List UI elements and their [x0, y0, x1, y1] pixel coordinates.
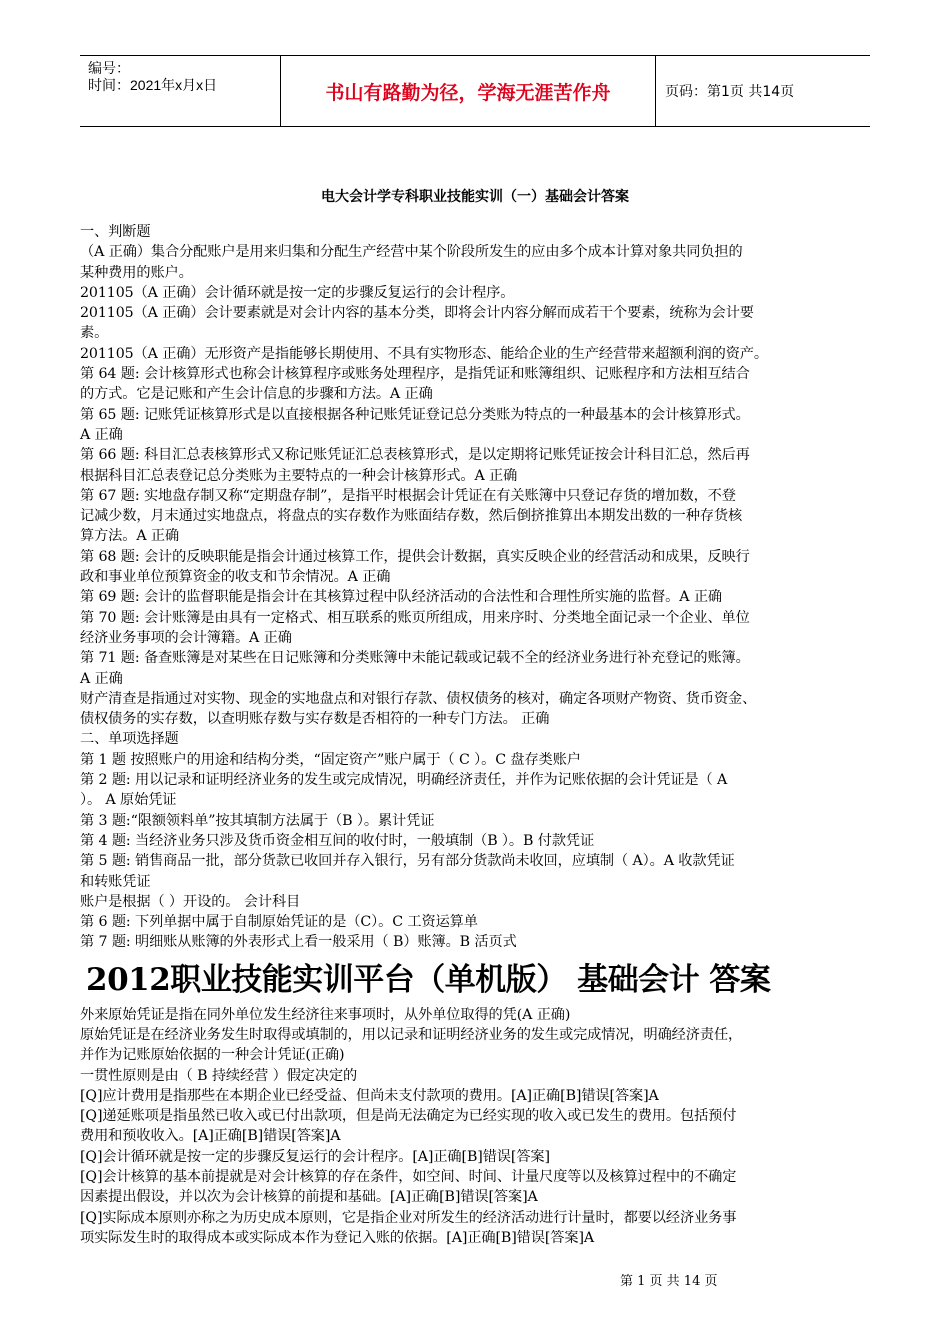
- section-title: 2012职业技能实训平台（单机版） 基础会计 答案: [86, 961, 771, 998]
- page-header: [80, 55, 870, 127]
- text-line: 算方法。A 正确: [80, 528, 180, 545]
- text-line: 第 69 题: 会计的监督职能是指会计在其核算过程中队经济活动的合法性和合理性所实施的监督。A 正确: [80, 589, 722, 606]
- text-line: [Q]实际成本原则亦称之为历史成本原则，它是指企业对所发生的经济活动进行计量时，都要以经济业务事: [80, 1209, 737, 1226]
- text-line: 第 68 题: 会计的反映职能是指会计通过核算工作，提供会计数据，真实反映企业的经营活动和成果，反映行: [80, 548, 750, 565]
- text-line: A 正确: [80, 670, 123, 687]
- text-line: 第 5 题: 销售商品一批，部分货款已收回并存入银行，另有部分货款尚未收回，应填制（ A）。A 收款凭证: [80, 853, 735, 870]
- section-part2: [80, 1005, 880, 1249]
- text-line: 第 70 题: 会计账簿是由具有一定格式、相互联系的账页所组成，用来序时、分类地全面记录一个企业、单位: [80, 609, 750, 626]
- text-line: 经济业务事项的会计簿籍。A 正确: [80, 629, 292, 646]
- text-line: [Q]会计循环就是按一定的步骤反复运行的会计程序。[A]正确[B]错误[答案]: [80, 1148, 550, 1165]
- text-line: 二、单项选择题: [80, 731, 179, 748]
- text-line: 第 71 题: 备查账簿是对某些在日记账簿和分类账簿中未能记载或记载不全的经济业务进行补充登记的账簿。: [80, 650, 750, 667]
- text-line: 一、判断题: [80, 224, 151, 240]
- text-line: 第 7 题: 明细账从账簿的外表形式上看一般采用（ B）账簿。B 活页式: [80, 934, 517, 951]
- text-line: [Q]会计核算的基本前提就是对会计核算的存在条件，如空间、时间、计量尺度等以及核算过程中的不确定: [80, 1169, 737, 1186]
- doc-time-label: 时间：2021年x月x日: [88, 77, 218, 93]
- text-line: [Q]应计费用是指那些在本期企业已经受益、但尚未支付款项的费用。[A]正确[B]错误[答案]A: [80, 1087, 659, 1104]
- text-line: A 正确: [80, 426, 123, 443]
- section-part1: [80, 222, 880, 953]
- text-line: 第 65 题: 记账凭证核算形式是以直接根据各种记账凭证登记总分类账为特点的一种最基本的会计核算形式。: [80, 406, 750, 423]
- text-line: 账户是根据（ ）开设的。 会计科目: [80, 893, 301, 910]
- text-line: 外来原始凭证是指在同外单位发生经济往来事项时，从外单位取得的凭(A 正确): [80, 1006, 571, 1023]
- text-line: [Q]递延账项是指虽然已收入或已付出款项，但是尚无法确定为已经实现的收入或已发生的费用。包括预付: [80, 1108, 737, 1125]
- text-line: 的方式。它是记账和产生会计信息的步骤和方法。A 正确: [80, 386, 433, 403]
- page-footer: 第 1 页 共 14 页: [620, 1274, 718, 1289]
- text-line: 第 67 题: 实地盘存制又称“定期盘存制”，是指平时根据会计凭证在有关账簿中只登记存货的增加数，不登: [80, 487, 736, 504]
- text-line: ）。 A 原始凭证: [80, 792, 177, 809]
- text-line: （A 正确）集合分配账户是用来归集和分配生产经营中某个阶段所发生的应由多个成本计算对象共同负担的: [80, 244, 743, 261]
- text-line: 财产清查是指通过对实物、现金的实地盘点和对银行存款、债权债务的核对，确定各项财产物资、货币资金、: [80, 690, 757, 707]
- text-line: 费用和预收收入。[A]正确[B]错误[答案]A: [80, 1128, 341, 1145]
- text-line: 第 3 题:“限额领料单”按其填制方法属于（B ）。累计凭证: [80, 812, 435, 829]
- text-line: 政和事业单位预算资金的收支和节余情况。A 正确: [80, 569, 391, 586]
- text-line: 第 66 题: 科目汇总表核算形式又称记账凭证汇总表核算形式，是以定期将记账凭证按会计科目汇总，然后再: [80, 447, 750, 464]
- text-line: 债权债务的实存数，以查明账存数与实存数是否相符的一种专门方法。 正确: [80, 711, 550, 728]
- text-line: 素。: [80, 325, 109, 342]
- text-line: 第 64 题: 会计核算形式也称会计核算程序或账务处理程序，是指凭证和账簿组织、记账程序和方法相互结合: [80, 366, 750, 383]
- header-motto: 书山有路勤为径，学海无涯苦作舟: [281, 56, 656, 126]
- text-line: 201105（A 正确）会计循环就是按一定的步骤反复运行的会计程序。: [80, 284, 515, 301]
- text-line: 第 2 题: 用以记录和证明经济业务的发生或完成情况，明确经济责任，并作为记账依据的会计凭证是（ A: [80, 772, 728, 789]
- text-line: 一贯性原则是由（ B 持续经营 ）假定决定的: [80, 1067, 358, 1084]
- text-line: 第 6 题: 下列单据中属于自制原始凭证的是（C）。C 工资运算单: [80, 914, 478, 931]
- document-title: 电大会计学专科职业技能实训（一）基础会计答案: [321, 189, 629, 205]
- doc-number-label: 编号：: [88, 60, 130, 76]
- text-line: 项实际发生时的取得成本或实际成本作为登记入账的依据。[A]正确[B]错误[答案]A: [80, 1229, 595, 1246]
- text-line: 第 4 题: 当经济业务只涉及货币资金相互间的收付时，一般填制（B ）。B 付款凭证: [80, 832, 595, 849]
- text-line: 某种费用的账户。: [80, 264, 193, 281]
- document-body: [80, 222, 880, 1248]
- text-line: 原始凭证是在经济业务发生时取得或填制的，用以记录和证明经济业务的发生或完成情况，明确经济责任，: [80, 1026, 743, 1043]
- text-line: 第 1 题 按照账户的用途和结构分类，“固定资产”账户属于（ C ）。C 盘存类账户: [80, 751, 581, 768]
- text-line: 因素提出假设，并以次为会计核算的前提和基础。[A]正确[B]错误[答案]A: [80, 1189, 538, 1206]
- text-line: 201105（A 正确）无形资产是指能够长期使用、不具有实物形态、能给企业的生产经营带来超额利润的资产。: [80, 345, 768, 362]
- text-line: 201105（A 正确）会计要素就是对会计内容的基本分类，即将会计内容分解而成若干个要素，统称为会计要: [80, 305, 754, 322]
- header-page-info: 页码：第1页 共14页: [665, 84, 795, 100]
- text-line: 记减少数，月末通过实地盘点，将盘点的实存数作为账面结存数，然后倒挤推算出本期发出数的一种存货核: [80, 508, 743, 525]
- text-line: 根据科目汇总表登记总分类账为主要特点的一种会计核算形式。A 正确: [80, 467, 518, 484]
- text-line: 并作为记账原始依据的一种会计凭证(正确): [80, 1047, 345, 1064]
- header-meta: [80, 56, 281, 126]
- text-line: 和转账凭证: [80, 873, 151, 890]
